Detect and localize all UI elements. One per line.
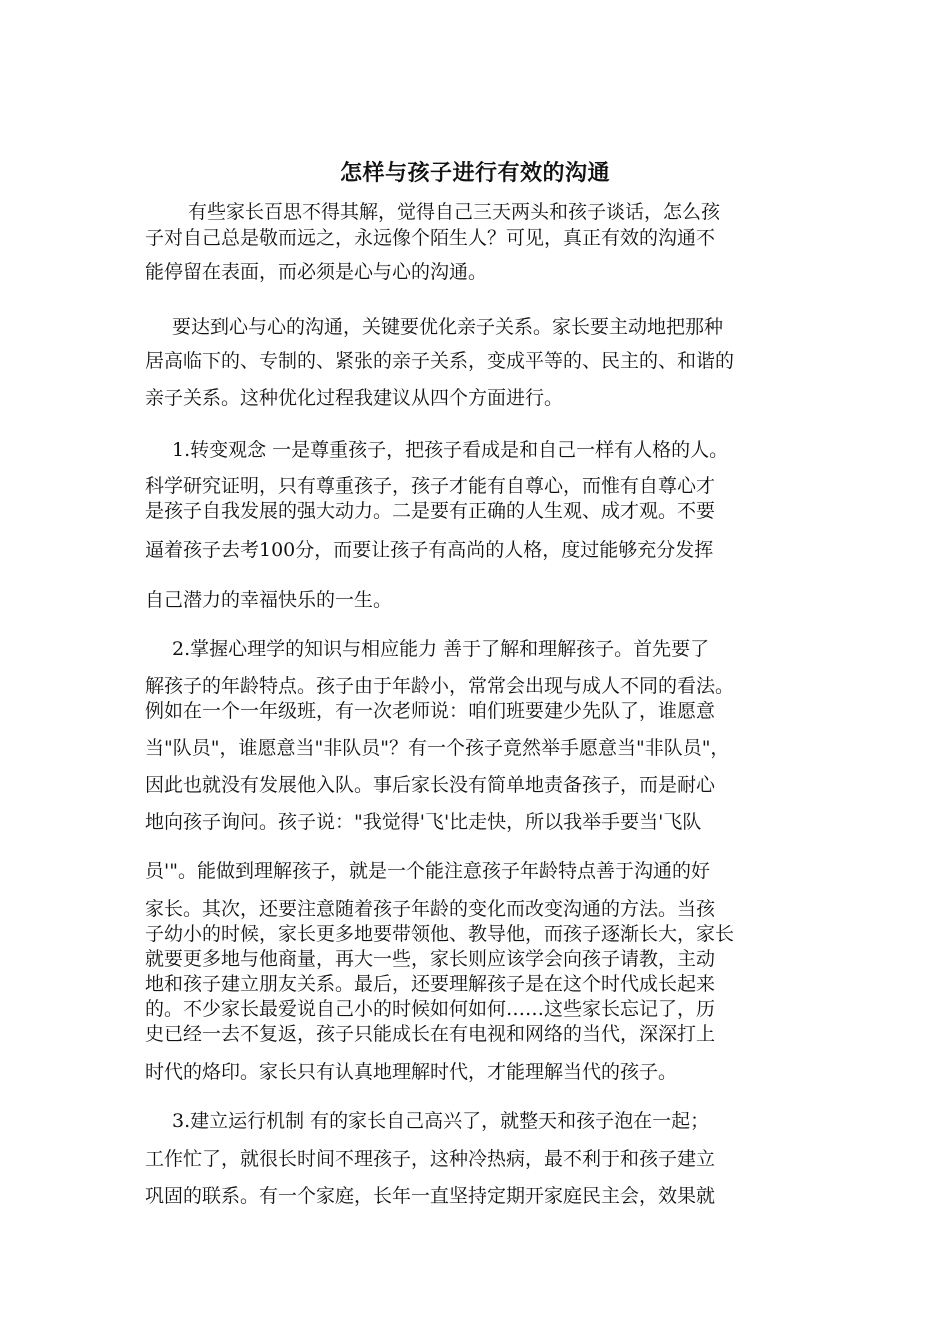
paragraph-2-line-2: 居高临下的、专制的、紧张的亲子关系，变成平等的、民主的、和谐的 [145, 350, 735, 372]
paragraph-4-line-2: 解孩子的年龄特点。孩子由于年龄小，常常会出现与成人不同的看法。 [145, 675, 735, 697]
paragraph-4-line-10: 就要更多地与他商量，再大一些，家长则应该学会向孩子请教，主动 [145, 948, 716, 970]
paragraph-2-line-3: 亲子关系。这种优化过程我建议从四个方面进行。 [145, 387, 564, 409]
paragraph-4-line-14: 时代的烙印。家长只有认真地理解时代，才能理解当代的孩子。 [145, 1061, 678, 1083]
paragraph-4-line-7: 员'"。能做到理解孩子，就是一个能注意孩子年龄特点善于沟通的好 [145, 860, 710, 882]
paragraph-5-line-3: 巩固的联系。有一个家庭，长年一直坚持定期开家庭民主会，效果就 [145, 1185, 716, 1207]
paragraph-4-line-1: 2.掌握心理学的知识与相应能力 善于了解和理解孩子。首先要了 [172, 638, 710, 660]
paragraph-5-line-2: 工作忙了，就很长时间不理孩子，这种冷热病，最不利于和孩子建立 [145, 1148, 716, 1170]
paragraph-4-line-12: 的。不少家长最爱说自己小的时候如何如何……这些家长忘记了，历 [145, 998, 716, 1020]
paragraph-3-line-4: 逼着孩子去考100分，而要让孩子有高尚的人格，度过能够充分发挥 [145, 539, 714, 561]
paragraph-2-line-1: 要达到心与心的沟通，关键要优化亲子关系。家长要主动地把那种 [172, 316, 724, 338]
paragraph-1-line-2: 子对自己总是敬而远之，永远像个陌生人？可见，真正有效的沟通不 [145, 227, 716, 249]
paragraph-3-line-5: 自己潜力的幸福快乐的一生。 [145, 589, 393, 611]
document-title: 怎样与孩子进行有效的沟通 [339, 160, 610, 186]
paragraph-4-line-13: 史已经一去不复返，孩子只能成长在有电视和网络的当代，深深打上 [145, 1023, 716, 1045]
paragraph-4-line-4: 当"队员"，谁愿意当"非队员"？有一个孩子竟然举手愿意当"非队员"， [145, 737, 730, 759]
paragraph-4-line-3: 例如在一个一年级班，有一次老师说：咱们班要建少先队了，谁愿意 [145, 700, 716, 722]
paragraph-3-line-1: 1.转变观念 一是尊重孩子，把孩子看成是和自己一样有人格的人。 [172, 439, 729, 461]
paragraph-1-line-3: 能停留在表面，而必须是心与心的沟通。 [145, 261, 488, 283]
paragraph-4-line-9: 子幼小的时候，家长更多地要带领他、教导他，而孩子逐渐长大，家长 [145, 923, 735, 945]
paragraph-5-line-1: 3.建立运行机制 有的家长自己高兴了，就整天和孩子泡在一起； [172, 1110, 710, 1132]
paragraph-4-line-8: 家长。其次，还要注意随着孩子年龄的变化而改变沟通的方法。当孩 [145, 898, 716, 920]
paragraph-3-line-3: 是孩子自我发展的强大动力。二是要有正确的人生观、成才观。不要 [145, 500, 716, 522]
paragraph-3-line-2: 科学研究证明，只有尊重孩子，孩子才能有自尊心，而惟有自尊心才 [145, 475, 716, 497]
paragraph-4-line-11: 地和孩子建立朋友关系。最后，还要理解孩子是在这个时代成长起来 [145, 973, 716, 995]
paragraph-1-line-1: 有些家长百思不得其解，觉得自己三天两头和孩子谈话，怎么孩 [188, 201, 721, 223]
paragraph-4-line-6: 地向孩子询问。孩子说："我觉得'飞'比走快，所以我举手要当'飞队 [145, 811, 702, 833]
paragraph-4-line-5: 因此也就没有发展他入队。事后家长没有简单地责备孩子，而是耐心 [145, 774, 716, 796]
